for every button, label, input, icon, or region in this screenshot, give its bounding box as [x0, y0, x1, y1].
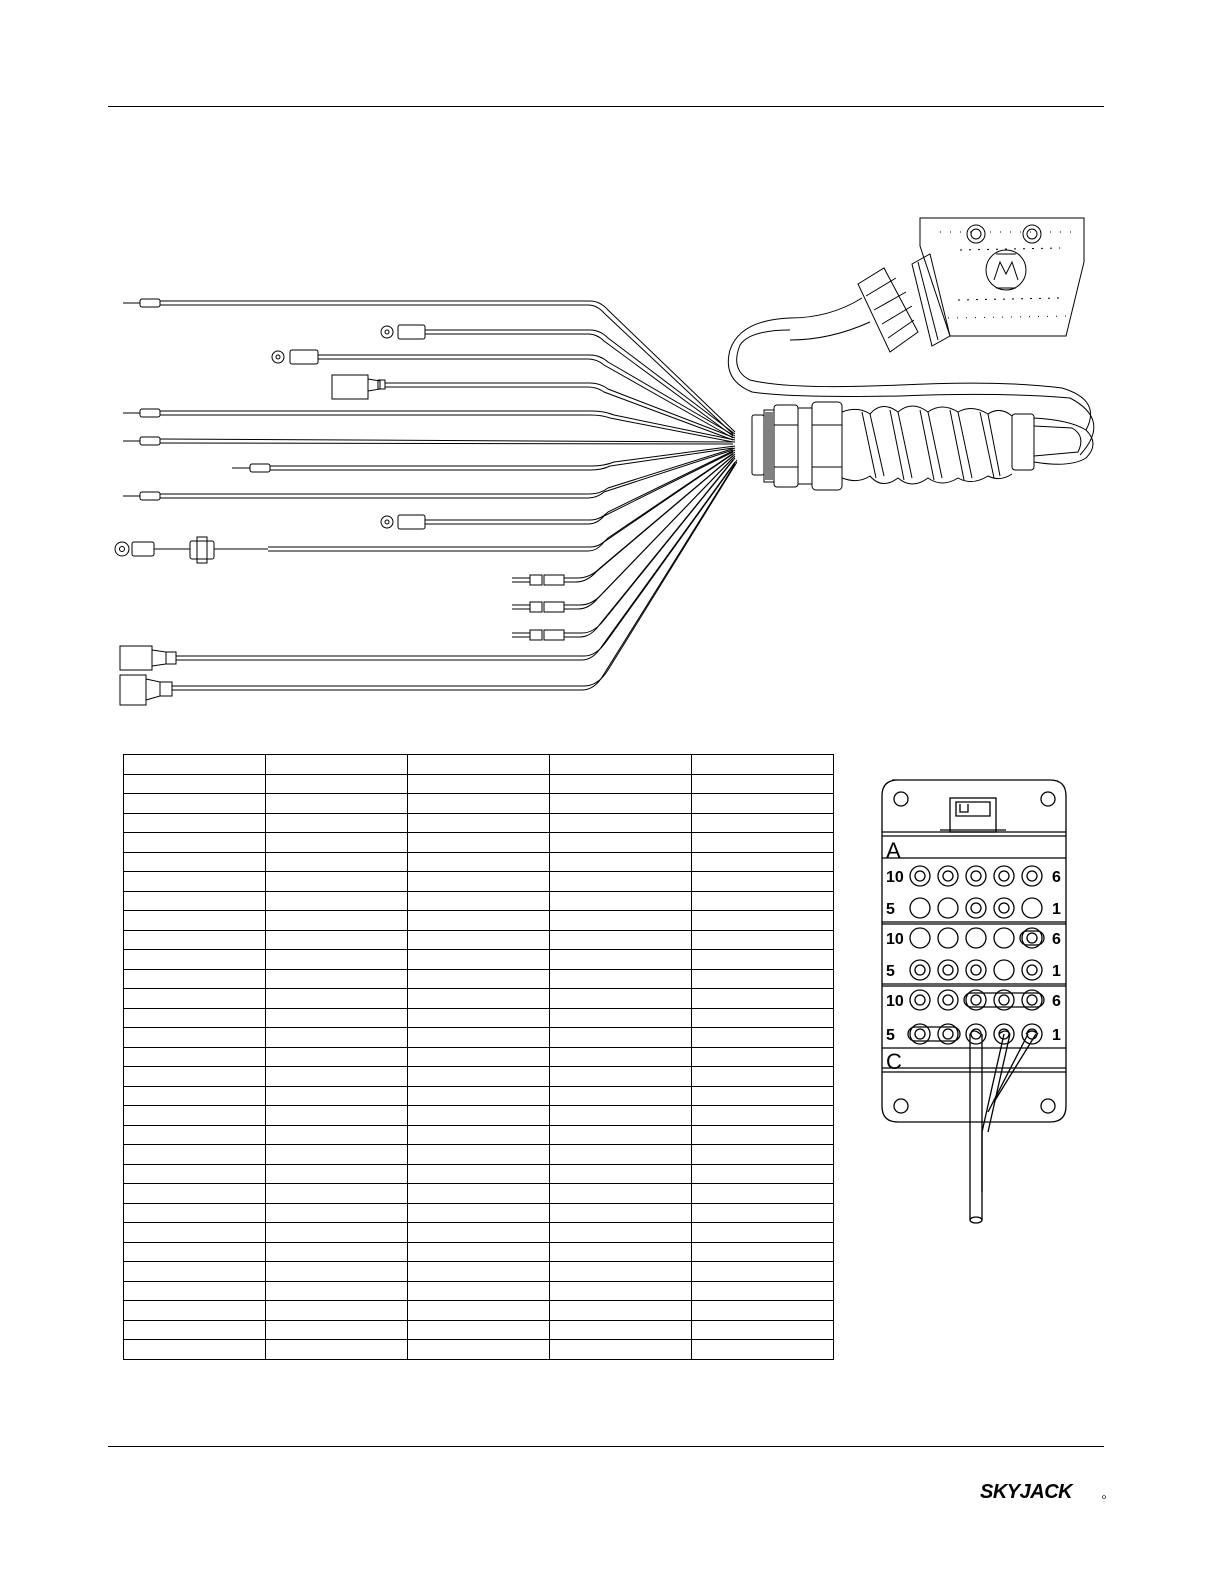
- table-cell: [266, 969, 408, 989]
- connector-latch: [940, 798, 1006, 832]
- table-cell: [550, 833, 692, 853]
- table-cell: [692, 1184, 834, 1204]
- table-cell: [692, 1106, 834, 1126]
- table-cell: [124, 1145, 266, 1165]
- table-cell: [266, 1320, 408, 1340]
- pin-grid: [908, 866, 1044, 1044]
- table-cell: [266, 872, 408, 892]
- table-row: [124, 1106, 834, 1126]
- table-cell: [692, 755, 834, 775]
- mounting-hole-bottom-right: [1041, 1099, 1055, 1113]
- pin-cavity: [994, 866, 1014, 886]
- pin-cavity: [994, 898, 1014, 918]
- pin-jumper: [908, 1027, 960, 1041]
- table-row: [124, 1067, 834, 1087]
- cable-gland: [858, 254, 950, 352]
- table-row: [124, 930, 834, 950]
- table-row: [124, 1164, 834, 1184]
- table-row: [124, 1184, 834, 1204]
- table-cell: [124, 1242, 266, 1262]
- table-cell: [692, 1067, 834, 1087]
- table-cell: [124, 774, 266, 794]
- table-cell: [692, 891, 834, 911]
- bottom-rule: [108, 1446, 1104, 1447]
- bullet-terminal-3: [512, 630, 564, 640]
- table-cell: [408, 1242, 550, 1262]
- pin-terminal-3: [123, 437, 160, 445]
- table-cell: [550, 813, 692, 833]
- table-cell: [408, 1301, 550, 1321]
- table-cell: [124, 1184, 266, 1204]
- table-cell: [124, 1106, 266, 1126]
- table-cell: [124, 1028, 266, 1048]
- table-cell: [408, 833, 550, 853]
- pin-label-left: 10: [886, 931, 904, 948]
- section-divider-b: [882, 922, 1066, 924]
- pin-label-left: 5: [886, 901, 895, 918]
- table-row: [124, 1223, 834, 1243]
- table-cell: [266, 833, 408, 853]
- table-cell: [124, 794, 266, 814]
- table-cell: [692, 872, 834, 892]
- table-cell: [266, 950, 408, 970]
- pin-cavity: [910, 898, 930, 918]
- table-cell: [266, 774, 408, 794]
- table-cell: [124, 1262, 266, 1282]
- table-cell: [266, 989, 408, 1009]
- pin-cavity: [1022, 866, 1042, 886]
- table-cell: [266, 1067, 408, 1087]
- table-cell: [692, 1086, 834, 1106]
- pin-cavity: [938, 990, 958, 1010]
- table-cell: [408, 755, 550, 775]
- table-cell: [408, 774, 550, 794]
- mounting-hole-top-right: [1041, 792, 1055, 806]
- table-cell: [408, 1223, 550, 1243]
- table-row: [124, 1028, 834, 1048]
- table-cell: [124, 969, 266, 989]
- pin-terminal-2: [123, 409, 160, 417]
- table-cell: [124, 852, 266, 872]
- pin-cavity: [910, 866, 930, 886]
- table-row: [124, 1125, 834, 1145]
- table-row: [124, 1301, 834, 1321]
- wire-harness-diagram: [0, 200, 1224, 720]
- table-row: [124, 1262, 834, 1282]
- table-cell: [124, 911, 266, 931]
- table-cell: [550, 891, 692, 911]
- skyjack-logo: [978, 1476, 1110, 1506]
- table-row: [124, 1203, 834, 1223]
- table-row: [124, 852, 834, 872]
- bullet-terminal-1: [512, 575, 564, 585]
- table-cell: [124, 950, 266, 970]
- pin-cavity: [910, 960, 930, 980]
- connector-flange: [882, 780, 1066, 1122]
- table-cell: [124, 755, 266, 775]
- table-cell: [692, 1145, 834, 1165]
- pin-cavity: [994, 928, 1014, 948]
- strain-relief-boot: [842, 406, 1034, 484]
- table-cell: [550, 1223, 692, 1243]
- table-row: [124, 1281, 834, 1301]
- table-cell: [266, 852, 408, 872]
- pin-cavity: [966, 1024, 986, 1044]
- table-cell: [266, 1242, 408, 1262]
- table-row: [124, 774, 834, 794]
- top-rule: [108, 106, 1104, 107]
- table-cell: [550, 1242, 692, 1262]
- table-cell: [124, 1067, 266, 1087]
- table-row: [124, 911, 834, 931]
- table-cell: [266, 1164, 408, 1184]
- insert-top-edge: [882, 832, 1066, 836]
- pin-cavity: [966, 898, 986, 918]
- table-cell: [550, 1067, 692, 1087]
- table-cell: [266, 911, 408, 931]
- table-cell: [550, 1184, 692, 1204]
- table-cell: [124, 1301, 266, 1321]
- table-cell: [266, 1184, 408, 1204]
- table-cell: [124, 1086, 266, 1106]
- table-cell: [408, 1047, 550, 1067]
- connector-pinout-diagram: [870, 772, 1070, 1232]
- table-cell: [550, 989, 692, 1009]
- table-cell: [408, 1203, 550, 1223]
- table-cell: [124, 833, 266, 853]
- table-cell: [692, 813, 834, 833]
- table-body: [124, 755, 834, 1360]
- pin-label-right: 1: [1052, 963, 1061, 980]
- table-cell: [550, 1301, 692, 1321]
- table-cell: [408, 1281, 550, 1301]
- table-row: [124, 989, 834, 1009]
- table-cell: [692, 1203, 834, 1223]
- table-cell: [692, 1262, 834, 1282]
- table-cell: [692, 774, 834, 794]
- wire-5: [160, 411, 735, 442]
- table-cell: [408, 1320, 550, 1340]
- table-cell: [124, 1047, 266, 1067]
- table-cell: [692, 1125, 834, 1145]
- table-cell: [550, 1008, 692, 1028]
- pin-cavity: [1022, 960, 1042, 980]
- table-cell: [692, 833, 834, 853]
- table-cell: [266, 1281, 408, 1301]
- pin-cavity: [910, 990, 930, 1010]
- table-row: [124, 969, 834, 989]
- table-cell: [692, 1340, 834, 1360]
- table-cell: [266, 794, 408, 814]
- table-cell: [550, 852, 692, 872]
- wire-3: [318, 355, 735, 438]
- table-cell: [550, 755, 692, 775]
- table-cell: [550, 1203, 692, 1223]
- table-cell: [408, 891, 550, 911]
- pin-cavity: [910, 928, 930, 948]
- table-row: [124, 1047, 834, 1067]
- ring-terminal-2: [272, 350, 318, 364]
- ring-terminal-3: [381, 515, 425, 529]
- table-cell: [124, 1281, 266, 1301]
- registered-mark-icon: [1103, 1496, 1106, 1499]
- table-row: [124, 755, 834, 775]
- section-divider-c: [882, 984, 1066, 986]
- table-cell: [550, 1281, 692, 1301]
- table-cell: [692, 1301, 834, 1321]
- table-cell: [550, 930, 692, 950]
- table-cell: [692, 1008, 834, 1028]
- ring-terminal-1: [381, 325, 425, 339]
- table-cell: [408, 1086, 550, 1106]
- table-row: [124, 1008, 834, 1028]
- table-cell: [408, 1164, 550, 1184]
- table-cell: [550, 1340, 692, 1360]
- mounting-hole-top-left: [894, 792, 908, 806]
- table-cell: [266, 1301, 408, 1321]
- table-cell: [266, 1028, 408, 1048]
- pin-terminal-5: [123, 492, 160, 500]
- table-cell: [550, 1164, 692, 1184]
- pin-cavity: [966, 960, 986, 980]
- table-row: [124, 794, 834, 814]
- spade-terminal-2: [120, 646, 176, 670]
- table-cell: [550, 794, 692, 814]
- table-cell: [692, 1320, 834, 1340]
- wire-chart-table: [123, 754, 834, 1360]
- table-cell: [550, 1028, 692, 1048]
- table-cell: [408, 1008, 550, 1028]
- pin-label-right: 6: [1052, 869, 1061, 886]
- pin-terminal-1: [123, 299, 160, 307]
- wire-1: [160, 301, 735, 434]
- table-cell: [408, 1262, 550, 1282]
- spade-terminal-1: [332, 375, 385, 399]
- pin-label-left: 10: [886, 993, 904, 1010]
- table-cell: [692, 969, 834, 989]
- table-cell: [408, 930, 550, 950]
- table-cell: [124, 891, 266, 911]
- table-cell: [408, 1145, 550, 1165]
- mounting-hole-bottom-left: [894, 1099, 908, 1113]
- table-cell: [408, 1028, 550, 1048]
- table-cell: [266, 1106, 408, 1126]
- pin-cavity: [994, 960, 1014, 980]
- pin-cavity: [966, 928, 986, 948]
- insert-bottom-edge: [882, 1068, 1066, 1072]
- table-row: [124, 813, 834, 833]
- table-cell: [692, 1281, 834, 1301]
- table-cell: [266, 1125, 408, 1145]
- bulkhead-fitting: [752, 402, 842, 490]
- cable-exit: [970, 1031, 1038, 1223]
- table-cell: [692, 1223, 834, 1243]
- table-cell: [408, 1184, 550, 1204]
- ring-terminal-fused: [115, 537, 268, 563]
- table-cell: [408, 911, 550, 931]
- table-cell: [266, 930, 408, 950]
- pin-cavity: [938, 866, 958, 886]
- section-label-a: A: [886, 838, 901, 863]
- table-cell: [692, 930, 834, 950]
- table-row: [124, 1145, 834, 1165]
- table-cell: [266, 1340, 408, 1360]
- table-cell: [266, 755, 408, 775]
- section-label-c: C: [886, 1049, 902, 1074]
- table-cell: [266, 1008, 408, 1028]
- table-cell: [692, 1242, 834, 1262]
- wire-12: [564, 456, 735, 609]
- table-cell: [124, 1203, 266, 1223]
- table-cell: [550, 1145, 692, 1165]
- table-cell: [266, 1262, 408, 1282]
- table-cell: [550, 774, 692, 794]
- table-cell: [408, 1340, 550, 1360]
- table-cell: [550, 969, 692, 989]
- pin-cavity: [938, 960, 958, 980]
- table-cell: [408, 794, 550, 814]
- table-cell: [408, 852, 550, 872]
- wire-7: [270, 446, 735, 470]
- table-cell: [550, 1320, 692, 1340]
- wire-8: [160, 448, 735, 498]
- table-cell: [550, 950, 692, 970]
- pin-label-right: 1: [1052, 1027, 1061, 1044]
- table-cell: [266, 1223, 408, 1243]
- table-cell: [692, 1164, 834, 1184]
- table-cell: [692, 1028, 834, 1048]
- pin-label-left: 5: [886, 963, 895, 980]
- table-row: [124, 1320, 834, 1340]
- table-row: [124, 891, 834, 911]
- spade-terminal-3: [120, 675, 172, 705]
- table-cell: [124, 989, 266, 1009]
- table-cell: [692, 852, 834, 872]
- pin-cavity: [1022, 898, 1042, 918]
- table-cell: [408, 969, 550, 989]
- table-cell: [550, 1125, 692, 1145]
- table-cell: [550, 872, 692, 892]
- table-cell: [266, 891, 408, 911]
- table-row: [124, 833, 834, 853]
- table-cell: [550, 1262, 692, 1282]
- wire-10: [268, 452, 735, 551]
- cable-loop: [728, 298, 1094, 464]
- pin-label-right: 1: [1052, 901, 1061, 918]
- wire-6: [160, 439, 735, 444]
- table-cell: [124, 1125, 266, 1145]
- table-cell: [550, 911, 692, 931]
- table-cell: [124, 813, 266, 833]
- table-cell: [408, 989, 550, 1009]
- table-cell: [124, 1223, 266, 1243]
- table-cell: [408, 950, 550, 970]
- control-box-housing: [920, 218, 1084, 336]
- table-cell: [266, 813, 408, 833]
- table-cell: [408, 1067, 550, 1087]
- wire-9: [425, 450, 735, 524]
- table-cell: [550, 1086, 692, 1106]
- table-cell: [692, 794, 834, 814]
- table-cell: [124, 1164, 266, 1184]
- table-cell: [692, 950, 834, 970]
- pin-label-left: 5: [886, 1027, 895, 1044]
- pin-label-left: 10: [886, 869, 904, 886]
- table-cell: [266, 1145, 408, 1165]
- bullet-terminal-2: [512, 602, 564, 612]
- table-row: [124, 1340, 834, 1360]
- pin-label-right: 6: [1052, 993, 1061, 1010]
- table-cell: [124, 1340, 266, 1360]
- table-cell: [692, 1047, 834, 1067]
- pin-label-right: 6: [1052, 931, 1061, 948]
- pin-terminal-4: [232, 464, 270, 472]
- table-cell: [266, 1047, 408, 1067]
- table-row: [124, 1086, 834, 1106]
- table-cell: [266, 1086, 408, 1106]
- table-row: [124, 872, 834, 892]
- table-cell: [124, 1320, 266, 1340]
- table-cell: [550, 1106, 692, 1126]
- table-cell: [266, 1203, 408, 1223]
- pin-cavity: [938, 898, 958, 918]
- table-cell: [408, 1125, 550, 1145]
- table-cell: [692, 911, 834, 931]
- table-cell: [550, 1047, 692, 1067]
- pin-number-labels: [886, 869, 1061, 1044]
- table-cell: [124, 930, 266, 950]
- table-cell: [408, 872, 550, 892]
- table-row: [124, 1242, 834, 1262]
- table-cell: [124, 1008, 266, 1028]
- table-cell: [692, 989, 834, 1009]
- table-cell: [124, 872, 266, 892]
- pin-cavity: [938, 928, 958, 948]
- pin-cavity: [966, 866, 986, 886]
- logo-text: SKYJACK: [980, 1481, 1073, 1503]
- table-cell: [408, 1106, 550, 1126]
- table-row: [124, 950, 834, 970]
- table-cell: [408, 813, 550, 833]
